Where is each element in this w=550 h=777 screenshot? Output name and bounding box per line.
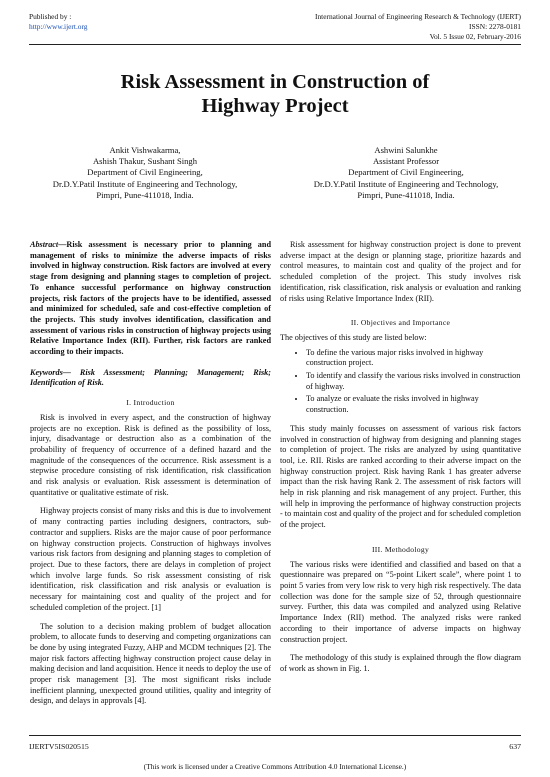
- paragraph: This study mainly focusses on assessment of various risk factors involved in construction of highway from designing and planning stages to completion of project. The risks are analyzed by using quantitative tool, i.e. RII. Risks are ranked according to their adverse impact on the highway construction project. Risk having Rank 1 has greater adverse impact than the risk having Rank 2. The assessment of risk factors will help in risk planning and risk management of any project. Further, this will help in improving the performance of highway construction projects - to maintain cost and quality of the project and for scheduled completion of the project.: [280, 423, 521, 530]
- footer-rule: [29, 735, 521, 736]
- published-by: Published by :: [29, 12, 72, 21]
- keywords: [30, 368, 271, 389]
- page-number: 637: [509, 742, 521, 751]
- author-loc: Pimpri, Pune-411018, India.: [357, 189, 455, 200]
- list-item: • To define the various major risks involved in highway construction project.: [306, 348, 521, 369]
- publisher-link[interactable]: http://www.ijert.org: [29, 22, 88, 31]
- author-title: Assistant Professor: [372, 156, 440, 167]
- paragraph: Risk is involved in every aspect, and the construction of highway projects are no exception. Risk is defined as the possibility of loss, injury, disadvantage or destruction also as a combination of the probability of frequency of occurrence of a defined hazard and the magnitude of the consequences of the occurrence. Risk assessment is a stepwise procedure consisting of risk identification, risk classification and risk analysis or evaluation. Risk assessment is determination of quantitative or qualitative estimate of risk.: [30, 412, 271, 497]
- objectives-list: [280, 348, 521, 416]
- authors-right: [276, 145, 536, 201]
- issn: ISSN: 2278-0181: [469, 22, 521, 31]
- paragraph: The objectives of this study are listed below:: [280, 332, 427, 342]
- author-name: Ankit Vishwakarma,: [109, 145, 181, 155]
- author-inst: Dr.D.Y.Patil Institute of Engineering and Technology,: [52, 178, 238, 189]
- license-note: (This work is licensed under a Creative Commons Attribution 4.0 International License.): [143, 762, 407, 771]
- section-heading-methodology: III. Methodology: [371, 544, 430, 554]
- abstract-text: —Risk assessment is necessary prior to planning and management of risks to minimize the adverse impacts of risks involved in highway construction. Risk factors are involved at every stage from designing and planning stages to completion of project. To enhance successful performance on highway construction projects, risk factors of the projects have to be identified, assessed and minimized for scheduled, safe and cost-effective completion of the projects. This study involves identification, classification and assessment of various risks in construction of highway projects using Relative Importance Index (RII). Further, risk factors are ranked according to their impacts.: [30, 240, 271, 357]
- section-heading-introduction: I. Introduction: [126, 398, 175, 408]
- section-heading-objectives: II. Objectives and Importance: [350, 318, 451, 328]
- list-item: • To identify and classify the various risks involved in construction of highway.: [306, 371, 521, 392]
- author-inst: Dr.D.Y.Patil Institute of Engineering and Technology,: [313, 178, 499, 189]
- author-dept: Department of Civil Engineering,: [348, 167, 464, 178]
- paragraph: The various risks were identified and classified and based on that a questionnaire was prepared on “5-point Likert scale”, where point 1 to point 5 varies from very low risk to very high risk respectively. The data collection was done for the sample size of 52, through questionnaire survey. Further, this data was compiled and analyzed using Relative Importance Index (RII) method. The analyzed risks were ranked according to their importance of adverse impacts on highway construction project.: [280, 559, 521, 644]
- abstract-label: Abstract: [30, 240, 59, 249]
- author-name: Ashwini Salunkhe: [374, 145, 438, 155]
- author-dept: Department of Civil Engineering,: [87, 167, 203, 178]
- keywords-text: Risk Assessment; Planning; Management; Risk; Identification of Risk.: [30, 367, 271, 388]
- author-loc: Pimpri, Pune-411018, India.: [96, 189, 194, 200]
- left-column: [30, 240, 271, 707]
- header-rule: [29, 44, 521, 45]
- paper-id: IJERTV5IS020515: [29, 742, 89, 751]
- abstract: [30, 240, 271, 358]
- right-column: [280, 240, 521, 675]
- paper-title: Risk Assessment in Construction of Highway Project: [120, 71, 430, 117]
- author-name: Ashish Thakur, Sushant Singh: [92, 156, 198, 167]
- journal-name: International Journal of Engineering Research & Technology (IJERT): [315, 12, 521, 21]
- paragraph: Risk assessment for highway construction project is done to prevent adverse impact at the design or planning stage, prioritize hazards and control measures, to maintain cost and quality of the project and for scheduled completion of the project. This study involves risk identification, risk classification, risk analysis or evaluation and ranking of risks using Relative Importance Index (RII).: [280, 240, 521, 303]
- paragraph: The solution to a decision making problem of budget allocation problem, to allocate funds to deserving and competing organizations can be done by using integrated Fuzzy, AHP and MCDM techniques [2]. The major risk factors affecting highway construction project cause delay in making decision and land acquisition. Hence it needs to deploy the use of proper risk management [3]. The most significant risks include inefficient planning, unexpected ground utilities, quality and integrity of design, and delays in approvals [4].: [30, 621, 271, 706]
- paragraph: The methodology of this study is explained through the flow diagram of work as shown in Fig. 1.: [280, 653, 521, 673]
- volume-issue: Vol. 5 Issue 02, February-2016: [429, 32, 521, 41]
- paragraph: Highway projects consist of many risks and this is due to involvement of many contracting parties including designers, contractors, sub-contractor and suppliers. Risks are the major cause of poor performance on highway construction projects. Construction of highways involves various risk factors from designing and planning stages to completion of project. Due to these factors, there are delays in completion of project which involve large funds. So risk assessment consisting of risk identification, risk classification and risk analysis or evaluation is necessary for maintaining cost and quality of the project and for scheduled completion of the project. [1]: [30, 506, 271, 612]
- authors-left: [15, 145, 275, 201]
- list-item: • To analyze or evaluate the risks involved in highway construction.: [306, 394, 521, 415]
- keywords-label: Keywords—: [30, 367, 71, 377]
